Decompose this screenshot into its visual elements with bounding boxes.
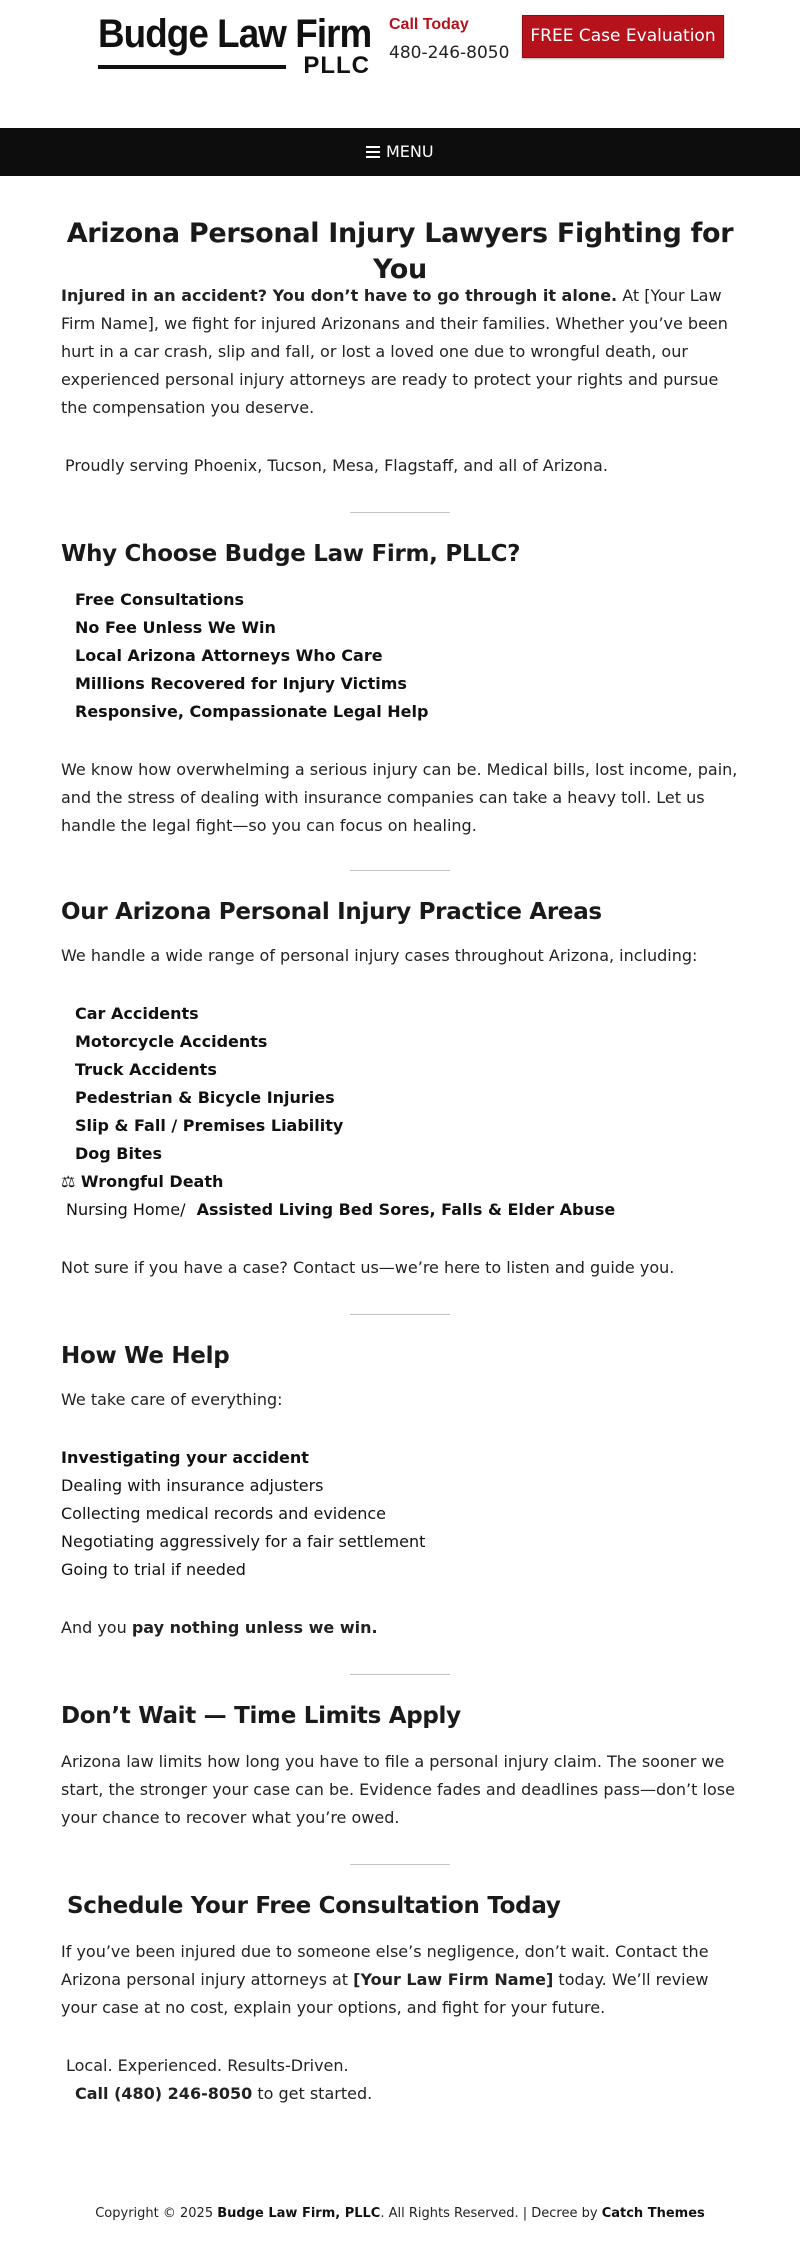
free-case-evaluation-button[interactable]: FREE Case Evaluation [522, 15, 724, 58]
wait-heading: Don’t Wait — Time Limits Apply [61, 1703, 461, 1729]
section-divider [350, 1314, 450, 1315]
practice-intro: We handle a wide range of personal injury cases throughout Arizona, including: [61, 946, 698, 965]
site-footer [0, 2204, 800, 2224]
intro-bold: Injured in an accident? You don’t have to go through it alone. [61, 286, 618, 305]
nursing-plain: Nursing Home/ [66, 1200, 186, 1219]
practice-item: Motorcycle Accidents [75, 1032, 268, 1051]
schedule-body [61, 1938, 739, 2022]
footer-firm-link[interactable]: Budge Law Firm, PLLC [217, 2206, 381, 2221]
help-item: Collecting medical records and evidence [61, 1504, 387, 1523]
menu-toggle-button[interactable] [366, 140, 434, 164]
practice-item: Pedestrian & Bicycle Injuries [75, 1088, 335, 1107]
help-heading: How We Help [61, 1343, 230, 1369]
site-header [0, 0, 800, 128]
help-closing-bold: pay nothing unless we win. [131, 1618, 378, 1637]
schedule-body-2: today. We’ll review your case at no cost, explain your options, and fight for your future. [61, 1970, 709, 2017]
help-item: Dealing with insurance adjusters [61, 1476, 324, 1495]
wait-body: Arizona law limits how long you have to file a personal injury claim. The sooner we start, the stronger your case can be. Evidence fades and deadlines pass—don’t lose your chance to recover what you’re owed. [61, 1752, 735, 1827]
intro-rest: At [Your Law Firm Name], we fight for injured Arizonans and their families. Whether you’ve been hurt in a car crash, slip and fall, or lost a loved one due to wrongful death, our experienced personal injury attorneys are ready to protect your rights and pursue the compensation you deserve. [61, 286, 728, 417]
help-item: Negotiating aggressively for a fair settlement [61, 1532, 426, 1551]
schedule-call-link[interactable]: Call (480) 246-8050 [75, 2084, 253, 2103]
schedule-body-bold: [Your Law Firm Name] [353, 1970, 554, 1989]
hamburger-icon [366, 146, 380, 158]
why-body: We know how overwhelming a serious injury can be. Medical bills, lost income, pain, and the stress of dealing with insurance companies can take a heavy toll. Let us handle the legal fight—so you can focus on healing. [61, 760, 738, 835]
section-divider [350, 870, 450, 871]
section-divider [350, 512, 450, 513]
practice-item: Truck Accidents [75, 1060, 217, 1079]
scales-icon: ⚖ [61, 1172, 76, 1191]
help-closing [61, 1614, 739, 1642]
section-divider [350, 1674, 450, 1675]
practice-item-wrongful-death [61, 1168, 223, 1196]
serving-line: Proudly serving Phoenix, Tucson, Mesa, Flagstaff, and all of Arizona. [65, 456, 608, 475]
nursing-bold: Assisted Living Bed Sores, Falls & Elder Abuse [196, 1200, 616, 1219]
page-title: Arizona Personal Injury Lawyers Fighting for You [66, 218, 734, 285]
help-item: Going to trial if needed [61, 1560, 246, 1579]
menu-label: MENU [386, 142, 434, 161]
call-number-link[interactable]: 480-246-8050 [389, 43, 510, 63]
schedule-call [75, 2080, 753, 2108]
help-item: Investigating your accident [61, 1448, 309, 1467]
practice-item: Car Accidents [75, 1004, 199, 1023]
help-closing-plain: And you [61, 1618, 132, 1637]
schedule-call-rest: to get started. [252, 2084, 373, 2103]
footer-theme-link[interactable]: Catch Themes [601, 2206, 705, 2221]
practice-outro: Not sure if you have a case? Contact us—we’re here to listen and guide you. [61, 1258, 675, 1277]
why-item: Local Arizona Attorneys Who Care [75, 646, 383, 665]
intro-paragraph [61, 282, 739, 422]
logo-sub-text: PLLC [303, 52, 370, 79]
schedule-heading: Schedule Your Free Consultation Today [67, 1893, 561, 1919]
why-heading: Why Choose Budge Law Firm, PLLC? [61, 541, 521, 567]
call-label: Call Today [389, 16, 469, 33]
section-divider [350, 1864, 450, 1865]
practice-item: Slip & Fall / Premises Liability [75, 1116, 344, 1135]
logo-sub-row [98, 54, 370, 78]
help-intro: We take care of everything: [61, 1390, 283, 1409]
wrongful-death-label: Wrongful Death [80, 1172, 224, 1191]
why-item: No Fee Unless We Win [75, 618, 276, 637]
schedule-tagline: Local. Experienced. Results-Driven. [66, 2056, 349, 2075]
practice-item-nursing-home [66, 1196, 615, 1224]
why-item: Millions Recovered for Injury Victims [75, 674, 407, 693]
main-navigation [0, 128, 800, 176]
site-logo[interactable] [98, 14, 370, 78]
logo-main-text: Budge Law Firm [98, 12, 372, 56]
schedule-body-1: If you’ve been injured due to someone else’s negligence, don’t wait. Contact the Arizona personal injury attorneys at [61, 1942, 709, 1989]
header-call [389, 15, 509, 65]
practice-item: Dog Bites [75, 1144, 162, 1163]
practice-heading: Our Arizona Personal Injury Practice Areas [61, 899, 602, 925]
why-item: Responsive, Compassionate Legal Help [75, 702, 429, 721]
logo-rule [98, 65, 286, 69]
why-item: Free Consultations [75, 590, 245, 609]
footer-middle: . All Rights Reserved. | Decree by [380, 2206, 602, 2221]
footer-prefix: Copyright © 2025 [95, 2206, 218, 2221]
